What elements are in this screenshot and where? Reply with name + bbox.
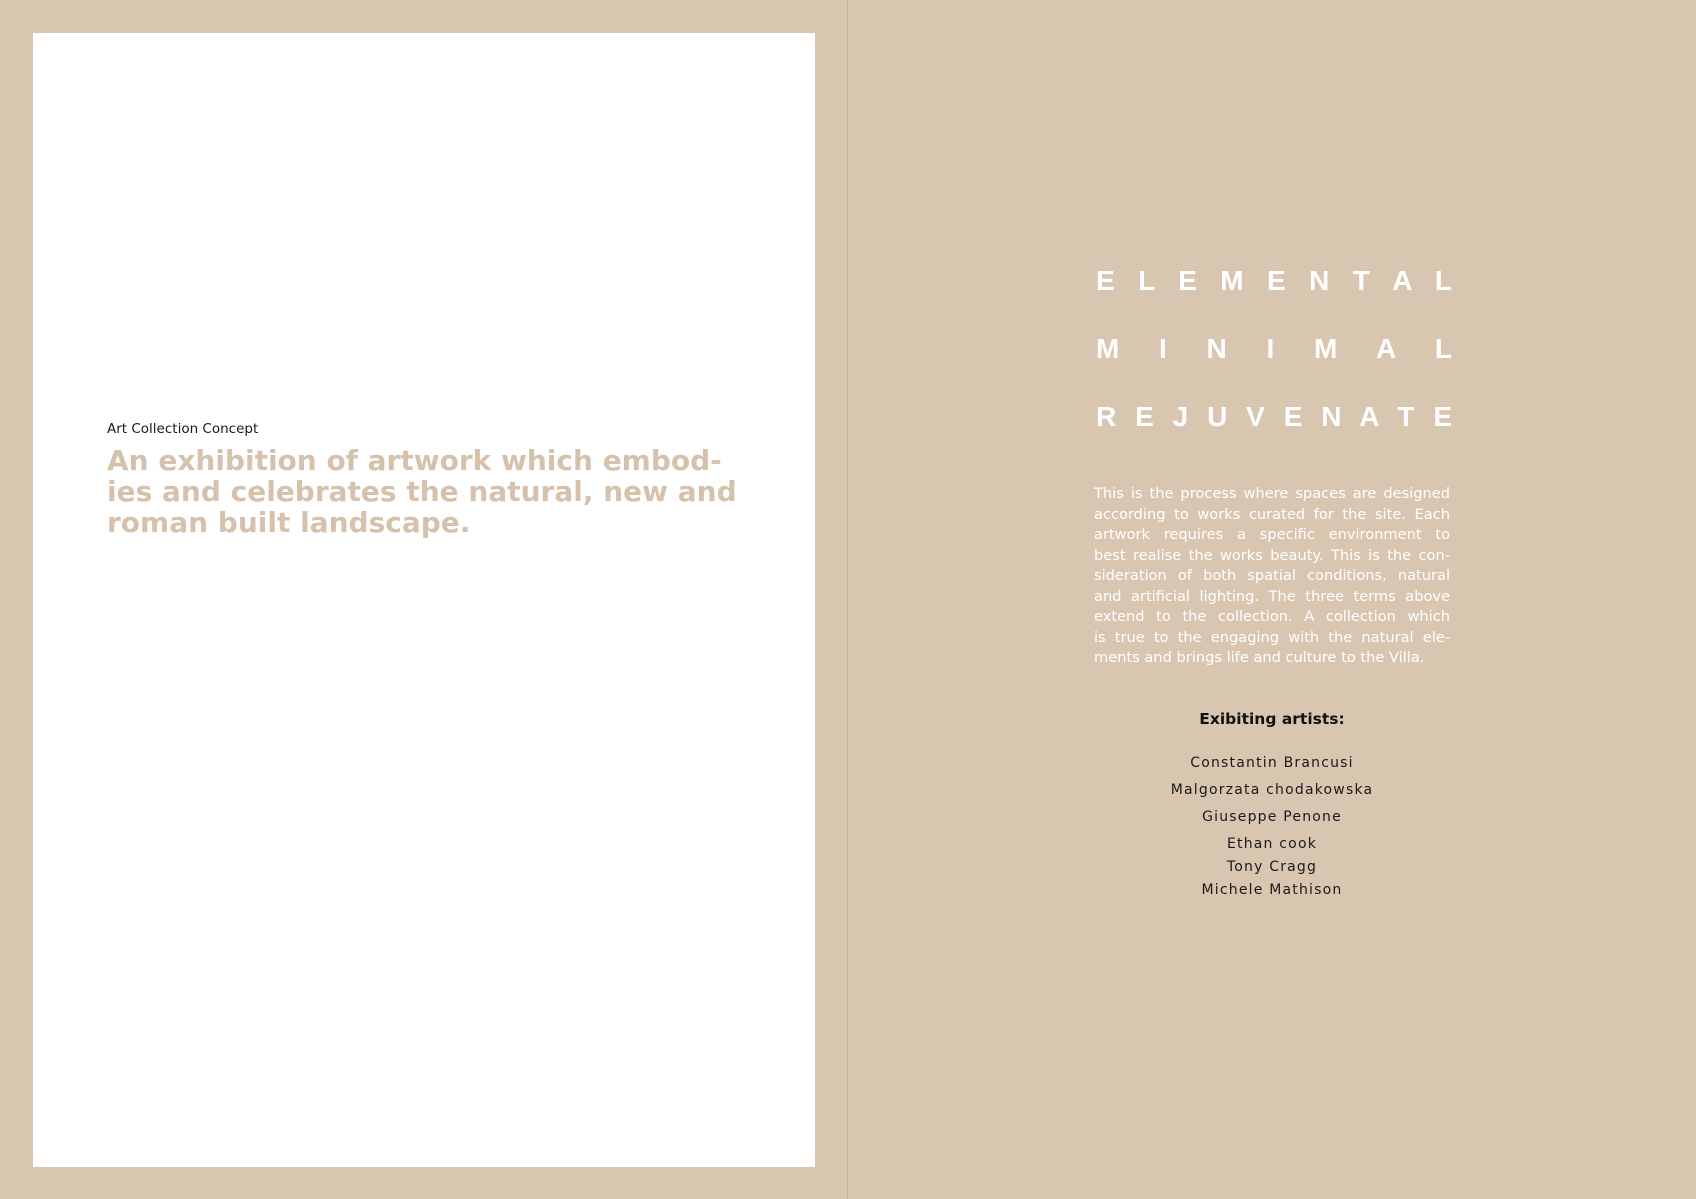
- keyword-elemental: E L E M E N T A L: [1096, 265, 1452, 296]
- section-kicker: Art Collection Concept: [107, 421, 259, 437]
- paragraph-line: This is the process where spaces are designed: [1094, 485, 1450, 502]
- artist-name: Constantin Brancusi: [1190, 755, 1354, 771]
- artist-name: Tony Cragg: [1226, 859, 1318, 875]
- paragraph-line: sideration of both spatial conditions, natural: [1094, 567, 1450, 584]
- fold-line: [847, 0, 848, 1199]
- headline: [107, 444, 737, 539]
- paragraph-line: ments and brings life and culture to the Villa.: [1094, 649, 1425, 666]
- paragraph-line: extend to the collection. A collection which: [1094, 608, 1450, 625]
- headline-line: roman built landscape.: [107, 506, 471, 539]
- keyword-rejuvenate: R E J U V E N A T E: [1096, 401, 1452, 432]
- paragraph-line: artwork requires a specific environment to: [1094, 526, 1450, 543]
- keyword-minimal: M I N I M A L: [1096, 333, 1452, 364]
- artist-name: Malgorzata chodakowska: [1170, 782, 1374, 798]
- paragraph-line: best realise the works beauty. This is the con-: [1094, 546, 1450, 564]
- headline-line: An exhibition of artwork which embod-: [107, 444, 722, 477]
- concept-paragraph: [1094, 484, 1450, 669]
- paragraph-line: according to works curated for the site. Each: [1094, 505, 1450, 523]
- paragraph-line: and artificial lighting. The three terms above: [1094, 587, 1450, 605]
- artist-name: Giuseppe Penone: [1202, 809, 1342, 825]
- artist-name: Michele Mathison: [1201, 882, 1343, 898]
- artists-heading: Exibiting artists:: [1199, 710, 1345, 728]
- left-page: [33, 33, 815, 1167]
- paragraph-line: is true to the engaging with the natural ele-: [1094, 628, 1450, 646]
- artist-name: Ethan cook: [1226, 836, 1318, 852]
- headline-line: ies and celebrates the natural, new and: [107, 475, 737, 508]
